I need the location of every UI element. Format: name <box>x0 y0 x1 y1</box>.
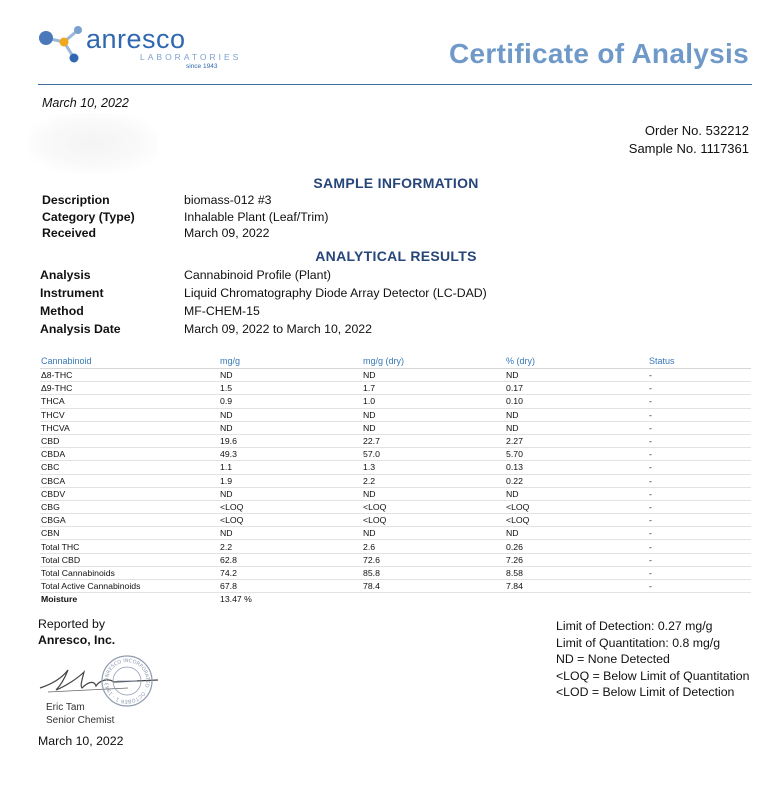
table-cell: ND <box>219 369 362 382</box>
table-row <box>40 461 751 474</box>
sample-info-label: Received <box>42 226 97 240</box>
table-cell: 22.7 <box>362 434 505 447</box>
table-row <box>40 514 751 527</box>
table-cell: 49.3 <box>219 448 362 461</box>
corporate-seal-icon <box>101 655 153 707</box>
table-cell: 78.4 <box>362 580 505 593</box>
table-row <box>40 382 751 395</box>
table-cell: <LOQ <box>362 500 505 513</box>
table-cell: 7.84 <box>505 580 648 593</box>
table-cell: ND <box>362 408 505 421</box>
table-cell: ND <box>505 527 648 540</box>
table-cell: 7.26 <box>505 553 648 566</box>
document-title: Certificate of Analysis <box>449 38 749 69</box>
table-cell: - <box>648 448 751 461</box>
table-row <box>40 434 751 447</box>
table-row <box>40 500 751 513</box>
table-cell: CBCA <box>40 474 219 487</box>
table-cell: 0.17 <box>505 382 648 395</box>
table-cell: 0.10 <box>505 395 648 408</box>
table-cell: - <box>648 382 751 395</box>
reported-by-block <box>38 616 115 648</box>
table-cell: Total Cannabinoids <box>40 566 219 579</box>
table-cell: - <box>648 514 751 527</box>
table-cell: ND <box>219 408 362 421</box>
table-row <box>40 421 751 434</box>
limit-line: <LOD = Below Limit of Detection <box>556 685 735 700</box>
table-cell: <LOQ <box>219 514 362 527</box>
table-row <box>40 527 751 540</box>
table-cell: ND <box>362 527 505 540</box>
table-cell: 2.27 <box>505 434 648 447</box>
cannabinoid-results-table <box>40 354 751 605</box>
empty-cell <box>362 593 505 606</box>
table-cell: 8.58 <box>505 566 648 579</box>
logo-since: since 1943 <box>186 63 218 70</box>
table-cell: 19.6 <box>219 434 362 447</box>
table-cell: ND <box>362 369 505 382</box>
empty-cell <box>648 593 751 606</box>
table-cell: CBC <box>40 461 219 474</box>
svg-text:ANRESCO INCORPORATED · OCTOBER: ANRESCO INCORPORATED · OCTOBER 1 · 1943 <box>103 657 151 705</box>
signer-role: Senior Chemist <box>46 714 115 726</box>
table-cell: THCVA <box>40 421 219 434</box>
order-info <box>629 122 749 158</box>
table-cell: 1.5 <box>219 382 362 395</box>
table-row <box>40 395 751 408</box>
empty-cell <box>505 593 648 606</box>
header-divider <box>38 84 752 85</box>
table-cell: 67.8 <box>219 580 362 593</box>
sample-info-value: March 09, 2022 <box>184 226 270 240</box>
table-cell: CBGA <box>40 514 219 527</box>
column-header: Cannabinoid <box>40 354 219 369</box>
table-cell: 72.6 <box>362 553 505 566</box>
table-cell: ND <box>505 369 648 382</box>
sample-information-heading: SAMPLE INFORMATION <box>313 175 479 191</box>
table-row <box>40 408 751 421</box>
table-cell: ND <box>505 421 648 434</box>
table-row <box>40 553 751 566</box>
table-cell: <LOQ <box>362 514 505 527</box>
analysis-value: MF-CHEM-15 <box>184 304 260 318</box>
table-row <box>40 474 751 487</box>
moisture-row <box>40 593 751 606</box>
analysis-value: Cannabinoid Profile (Plant) <box>184 268 331 282</box>
table-cell: CBD <box>40 434 219 447</box>
table-header-row <box>40 354 751 369</box>
table-cell: - <box>648 487 751 500</box>
table-cell: ND <box>362 487 505 500</box>
analysis-label: Analysis <box>40 268 91 282</box>
analysis-value: March 09, 2022 to March 10, 2022 <box>184 322 372 336</box>
table-cell: - <box>648 461 751 474</box>
table-row <box>40 369 751 382</box>
table-cell: 85.8 <box>362 566 505 579</box>
table-cell: - <box>648 540 751 553</box>
table-cell: 0.9 <box>219 395 362 408</box>
table-cell: ND <box>219 421 362 434</box>
table-cell: 0.13 <box>505 461 648 474</box>
table-row <box>40 540 751 553</box>
table-cell: CBN <box>40 527 219 540</box>
table-row <box>40 566 751 579</box>
table-cell: - <box>648 474 751 487</box>
table-cell: - <box>648 500 751 513</box>
column-header: Status <box>648 354 751 369</box>
table-cell: ND <box>362 421 505 434</box>
table-cell: 1.9 <box>219 474 362 487</box>
detection-limits-legend <box>556 618 749 701</box>
table-row <box>40 448 751 461</box>
table-cell: 0.22 <box>505 474 648 487</box>
table-cell: ND <box>505 487 648 500</box>
table-cell: <LOQ <box>505 514 648 527</box>
table-cell: <LOQ <box>505 500 648 513</box>
reporting-organization: Anresco, Inc. <box>38 633 116 647</box>
table-cell: 74.2 <box>219 566 362 579</box>
sample-number: Sample No. 1117361 <box>628 141 749 156</box>
table-cell: Δ8-THC <box>40 369 219 382</box>
table-cell: ND <box>219 527 362 540</box>
limit-line: ND = None Detected <box>556 652 670 667</box>
analysis-value: Liquid Chromatography Diode Array Detector (LC-DAD) <box>184 286 487 300</box>
signature-date: March 10, 2022 <box>38 734 124 748</box>
molecule-icon <box>38 22 86 66</box>
table-cell: Total THC <box>40 540 219 553</box>
column-header: mg/g <box>219 354 362 369</box>
table-cell: - <box>648 434 751 447</box>
logo-wordmark: anresco <box>86 24 186 54</box>
signer-name: Eric Tam <box>46 702 85 713</box>
table-cell: 57.0 <box>362 448 505 461</box>
table-cell: 2.6 <box>362 540 505 553</box>
table-cell: - <box>648 566 751 579</box>
analysis-label: Instrument <box>40 286 104 300</box>
table-cell: CBDV <box>40 487 219 500</box>
table-cell: - <box>648 580 751 593</box>
reported-by-label: Reported by <box>38 617 105 631</box>
table-cell: - <box>648 553 751 566</box>
table-cell: Δ9-THC <box>40 382 219 395</box>
limit-line: <LOQ = Below Limit of Quantitation <box>556 668 750 683</box>
table-cell: - <box>648 369 751 382</box>
table-cell: - <box>648 527 751 540</box>
report-date: March 10, 2022 <box>42 96 129 110</box>
column-header: % (dry) <box>505 354 648 369</box>
table-cell: <LOQ <box>219 500 362 513</box>
sample-info-value: biomass-012 #3 <box>184 193 272 207</box>
table-cell: 0.26 <box>505 540 648 553</box>
table-row <box>40 487 751 500</box>
moisture-label: Moisture <box>41 594 78 605</box>
analytical-results-list <box>0 267 781 339</box>
table-cell: 2.2 <box>362 474 505 487</box>
sample-info-label: Description <box>42 193 110 207</box>
redacted-client-block <box>28 113 158 173</box>
logo-subtitle: LABORATORIES <box>140 52 242 62</box>
column-header: mg/g (dry) <box>362 354 505 369</box>
table-row <box>40 580 751 593</box>
order-number: Order No. 532212 <box>644 123 749 138</box>
table-cell: THCA <box>40 395 219 408</box>
sample-info-label: Category (Type) <box>42 209 135 224</box>
table-cell: - <box>648 408 751 421</box>
analysis-label: Method <box>40 304 84 318</box>
table-cell: - <box>648 421 751 434</box>
table-cell: 5.70 <box>505 448 648 461</box>
table-cell: THCV <box>40 408 219 421</box>
analysis-label: Analysis Date <box>40 322 121 336</box>
table-cell: CBDA <box>40 448 219 461</box>
table-cell: ND <box>219 487 362 500</box>
table-cell: 1.1 <box>219 461 362 474</box>
company-logo <box>38 22 242 74</box>
table-cell: 2.2 <box>219 540 362 553</box>
table-cell: ND <box>505 408 648 421</box>
limit-line: Limit of Detection: 0.27 mg/g <box>556 619 713 633</box>
sample-info-value: Inhalable Plant (Leaf/Trim) <box>184 209 329 224</box>
signer-block <box>46 702 114 727</box>
table-cell: 1.3 <box>362 461 505 474</box>
table-cell: Total Active Cannabinoids <box>40 580 219 593</box>
table-cell: 1.0 <box>362 395 505 408</box>
sample-information-list <box>0 192 781 246</box>
analytical-results-heading: ANALYTICAL RESULTS <box>315 248 477 264</box>
table-cell: 1.7 <box>362 382 505 395</box>
table-cell: Total CBD <box>40 553 219 566</box>
table-cell: CBG <box>40 500 219 513</box>
limit-line: Limit of Quantitation: 0.8 mg/g <box>556 635 721 650</box>
table-cell: - <box>648 395 751 408</box>
moisture-value: 13.47 % <box>220 594 252 605</box>
table-cell: 62.8 <box>219 553 362 566</box>
